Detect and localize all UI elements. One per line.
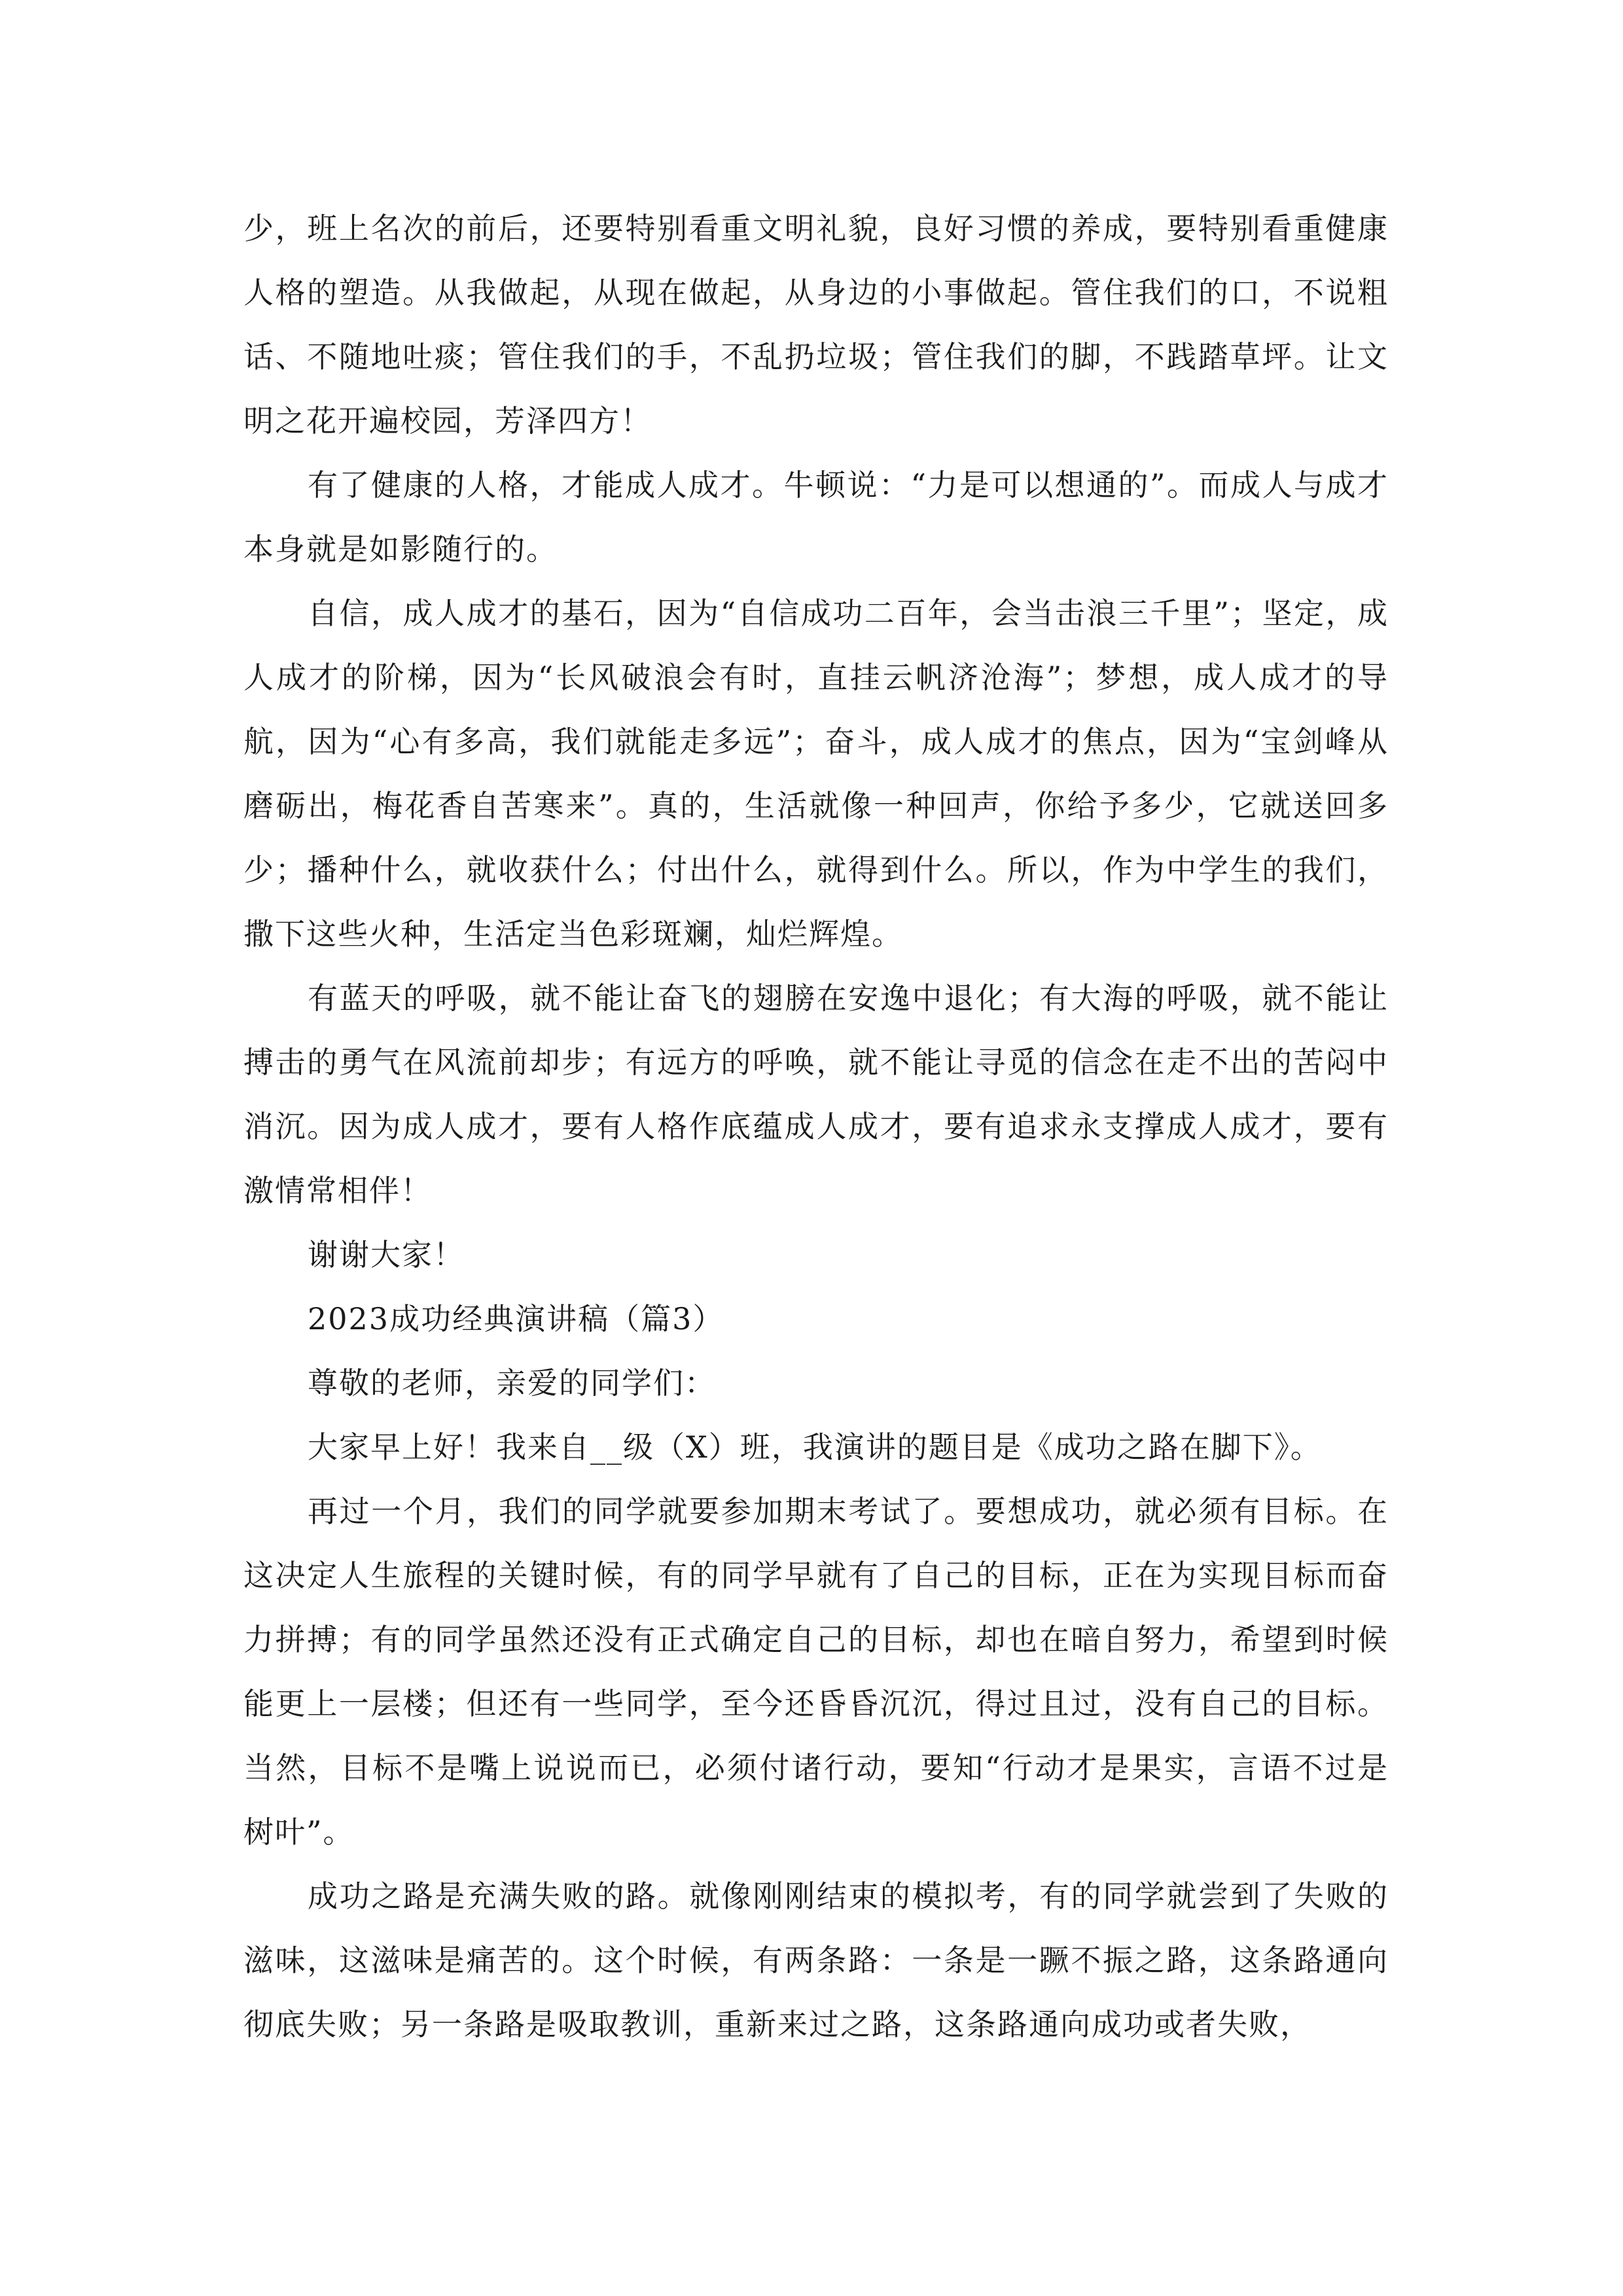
closing-thanks: 谢谢大家！ <box>308 1237 465 1272</box>
text-body <box>243 196 1389 2056</box>
paragraph-9: 再过一个月，我们的同学就要参加期末考试了。要想成功，就必须有目标。在这决定人生旅程的关键时候，有的同学早就有了自己的目标，正在为实现目标而奋力拼搏；有的同学虽然还没有正式确定自己的目标，却也在暗自努力，希望到时候能更上一层楼；但还有一些同学，至今还昏昏沉沉，得过且过，没有自己的目标。当然，目标不是嘴上说说而已，必须付诸行动，要知“行动才是果实，言语不过是树叶”。 <box>243 1494 1389 1850</box>
paragraph-1: 少，班上名次的前后，还要特别看重文明礼貌，良好习惯的养成，要特别看重健康人格的塑造。从我做起，从现在做起，从身边的小事做起。管住我们的口，不说粗话、不随地吐痰；管住我们的手，不乱扔垃圾；管住我们的脚，不践踏草坪。让文明之花开遍校园，芳泽四方！ <box>243 211 1389 439</box>
paragraph-3: 自信，成人成才的基石，因为“自信成功二百年，会当击浪三千里”；坚定，成人成才的阶梯，因为“长风破浪会有时，直挂云帆济沧海”；梦想，成人成才的导航，因为“心有多高，我们就能走多远”；奋斗，成人成才的焦点，因为“宝剑峰从磨砺出，梅花香自苦寒来”。真的，生活就像一种回声，你给予多少，它就送回多少；播种什么，就收获什么；付出什么，就得到什么。所以，作为中学生的我们，撒下这些火种，生活定当色彩斑斓，灿烂辉煌。 <box>243 596 1389 952</box>
salutation: 尊敬的老师，亲爱的同学们： <box>308 1365 716 1401</box>
paragraph-10: 成功之路是充满失败的路。就像刚刚结束的模拟考，有的同学就尝到了失败的滋味，这滋味是痛苦的。这个时候，有两条路：一条是一蹶不振之路，这条路通向彻底失败；另一条路是吸取教训，重新来过之路，这条路通向成功或者失败， <box>243 1878 1389 2042</box>
section-heading: 2023成功经典演讲稿（篇3） <box>308 1301 724 1336</box>
greeting: 大家早上好！我来自__级（X）班，我演讲的题目是《成功之路在脚下》。 <box>308 1429 1322 1465</box>
paragraph-4: 有蓝天的呼吸，就不能让奋飞的翅膀在安逸中退化；有大海的呼吸，就不能让搏击的勇气在风流前却步；有远方的呼唤，就不能让寻觅的信念在走不出的苦闷中消沉。因为成人成才，要有人格作底蕴成人成才，要有追求永支撑成人成才，要有激情常相伴！ <box>243 980 1389 1208</box>
paragraph-2: 有了健康的人格，才能成人成才。牛顿说：“力是可以想通的”。而成人与成才本身就是如影随行的。 <box>243 467 1389 567</box>
